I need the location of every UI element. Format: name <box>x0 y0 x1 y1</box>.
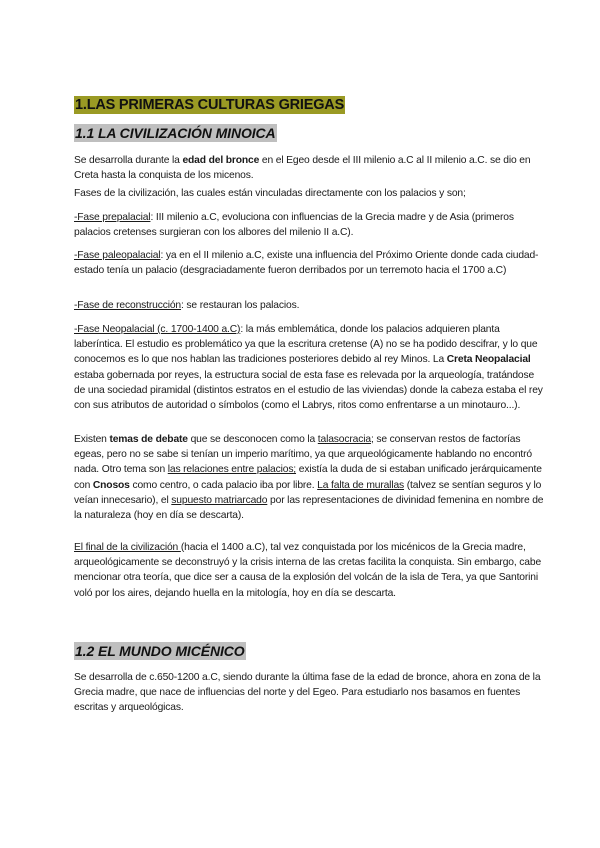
phase-label: -Fase prepalacial <box>74 212 151 223</box>
paragraph-final-civilizacion <box>74 540 544 601</box>
underlined-text: La falta de murallas <box>317 479 405 491</box>
paragraph-phase-paleopalacial <box>74 248 544 278</box>
bold-text: temas de debate <box>109 434 188 445</box>
section-heading-micenico: 1.2 EL MUNDO MICÉNICO <box>75 643 245 659</box>
phase-label: -Fase paleopalacial <box>74 250 161 261</box>
section-heading-minoica: 1.1 LA CIVILIZACIÓN MINOICA <box>75 125 276 141</box>
underlined-text: supuesto matriarcado <box>171 494 268 506</box>
bold-text: Creta Neopalacial <box>446 354 531 366</box>
text: existía la duda de si estaban unificado jerárquicamente con <box>74 464 542 491</box>
paragraph-intro <box>74 153 544 183</box>
paragraph-phase-reconstruccion <box>74 298 544 313</box>
underlined-text: El final de la civilización <box>74 542 181 553</box>
text: Existen <box>74 434 110 445</box>
text: como centro, o cada palacio iba por libre. <box>129 479 318 491</box>
paragraph-temas-debate <box>74 432 544 523</box>
text: que se desconocen como la <box>187 434 318 445</box>
text: ; se conservan restos de factorías egeas, pero no se sabe si tenían un imperio marítimo, ya que arqueológicamente hablando no encontró nada. Otro tema son <box>74 434 532 476</box>
text: por las representaciones de divinidad femenina en nombre de la naturaleza (hoy en día se descarta). <box>74 494 544 522</box>
paragraph-phase-neopalacial <box>74 322 544 413</box>
paragraph-phase-prepalacial <box>74 210 544 240</box>
text: (hacia el 1400 a.C), tal vez conquistada por los micénicos de la Grecia madre, arqueológicamente se deconstruyó y la crisis interna de las cretas facilita la conquista. Sin embargo, cabe mencionar otra teoría, que dice ser a causa de la explosión del volcán de la isla de Tera, ya que Santorini voló por los aires, dejando huella en la mitología, hoy en día se descarta. <box>74 542 542 599</box>
text: : III milenio a.C, evoluciona con influencias de la Grecia madre y de Asia (primeros palacios cretenses surgieran con los albores del milenio II a.C). <box>74 212 514 239</box>
text: estaba gobernada por reyes, la estructura social de esta fase es relevada por la arqueología, tratándose de una sociedad piramidal (distintos estratos en el estudio de las viviendas) donde la cabeza estaba el rey con sus atributos de autoridad o símbolos (como el Labrys, ritos como enfrentarse a un minotauro...). <box>74 369 543 412</box>
text: Se desarrolla durante la <box>74 155 183 166</box>
paragraph-phases-intro: Fases de la civilización, las cuales están vinculadas directamente con los palacios y son; <box>74 188 466 199</box>
paragraph-micenico-intro: Se desarrolla de c.650-1200 a.C, siendo durante la última fase de la edad de bronce, ahora en zona de la Grecia madre, que nace de influencias del norte y del Egeo. Para estudiarlo nos basamos en fuentes escritas y arqueológicas. <box>74 672 541 714</box>
phase-label: -Fase Neopalacial (c. 1700-1400 a.C) <box>74 324 241 335</box>
bold-text: Cnosos <box>92 479 130 491</box>
underlined-text: talasocracia <box>317 434 371 445</box>
bold-text: edad del bronce <box>182 155 260 166</box>
phase-label: -Fase de reconstrucción <box>74 300 182 311</box>
underlined-text: las relaciones entre palacios; <box>167 464 297 476</box>
text: : la más emblemática, donde los palacios adquieren planta laberíntica. El estudio es problemático ya que la escritura cretense (A) no se ha podido descifrar, y lo que conocemos es lo que nos hablan las tradiciones posteriores debido al rey Minos. La <box>74 324 538 366</box>
text: : ya en el II milenio a.C, existe una influencia del Próximo Oriente donde cada ciudad-estado tenía un palacio (desgraciadamente fueron derribados por un terremoto hacia el 1700 a.C) <box>74 250 539 277</box>
text: (talvez se sentían seguros y lo veían innecesario), el <box>74 479 542 506</box>
main-heading: 1.LAS PRIMERAS CULTURAS GRIEGAS <box>75 97 345 113</box>
text: : se restauran los palacios. <box>181 300 300 311</box>
text: en el Egeo desde el III milenio a.C al II milenio a.C. se dio en Creta hasta la conquista de los micenos. <box>74 155 531 182</box>
